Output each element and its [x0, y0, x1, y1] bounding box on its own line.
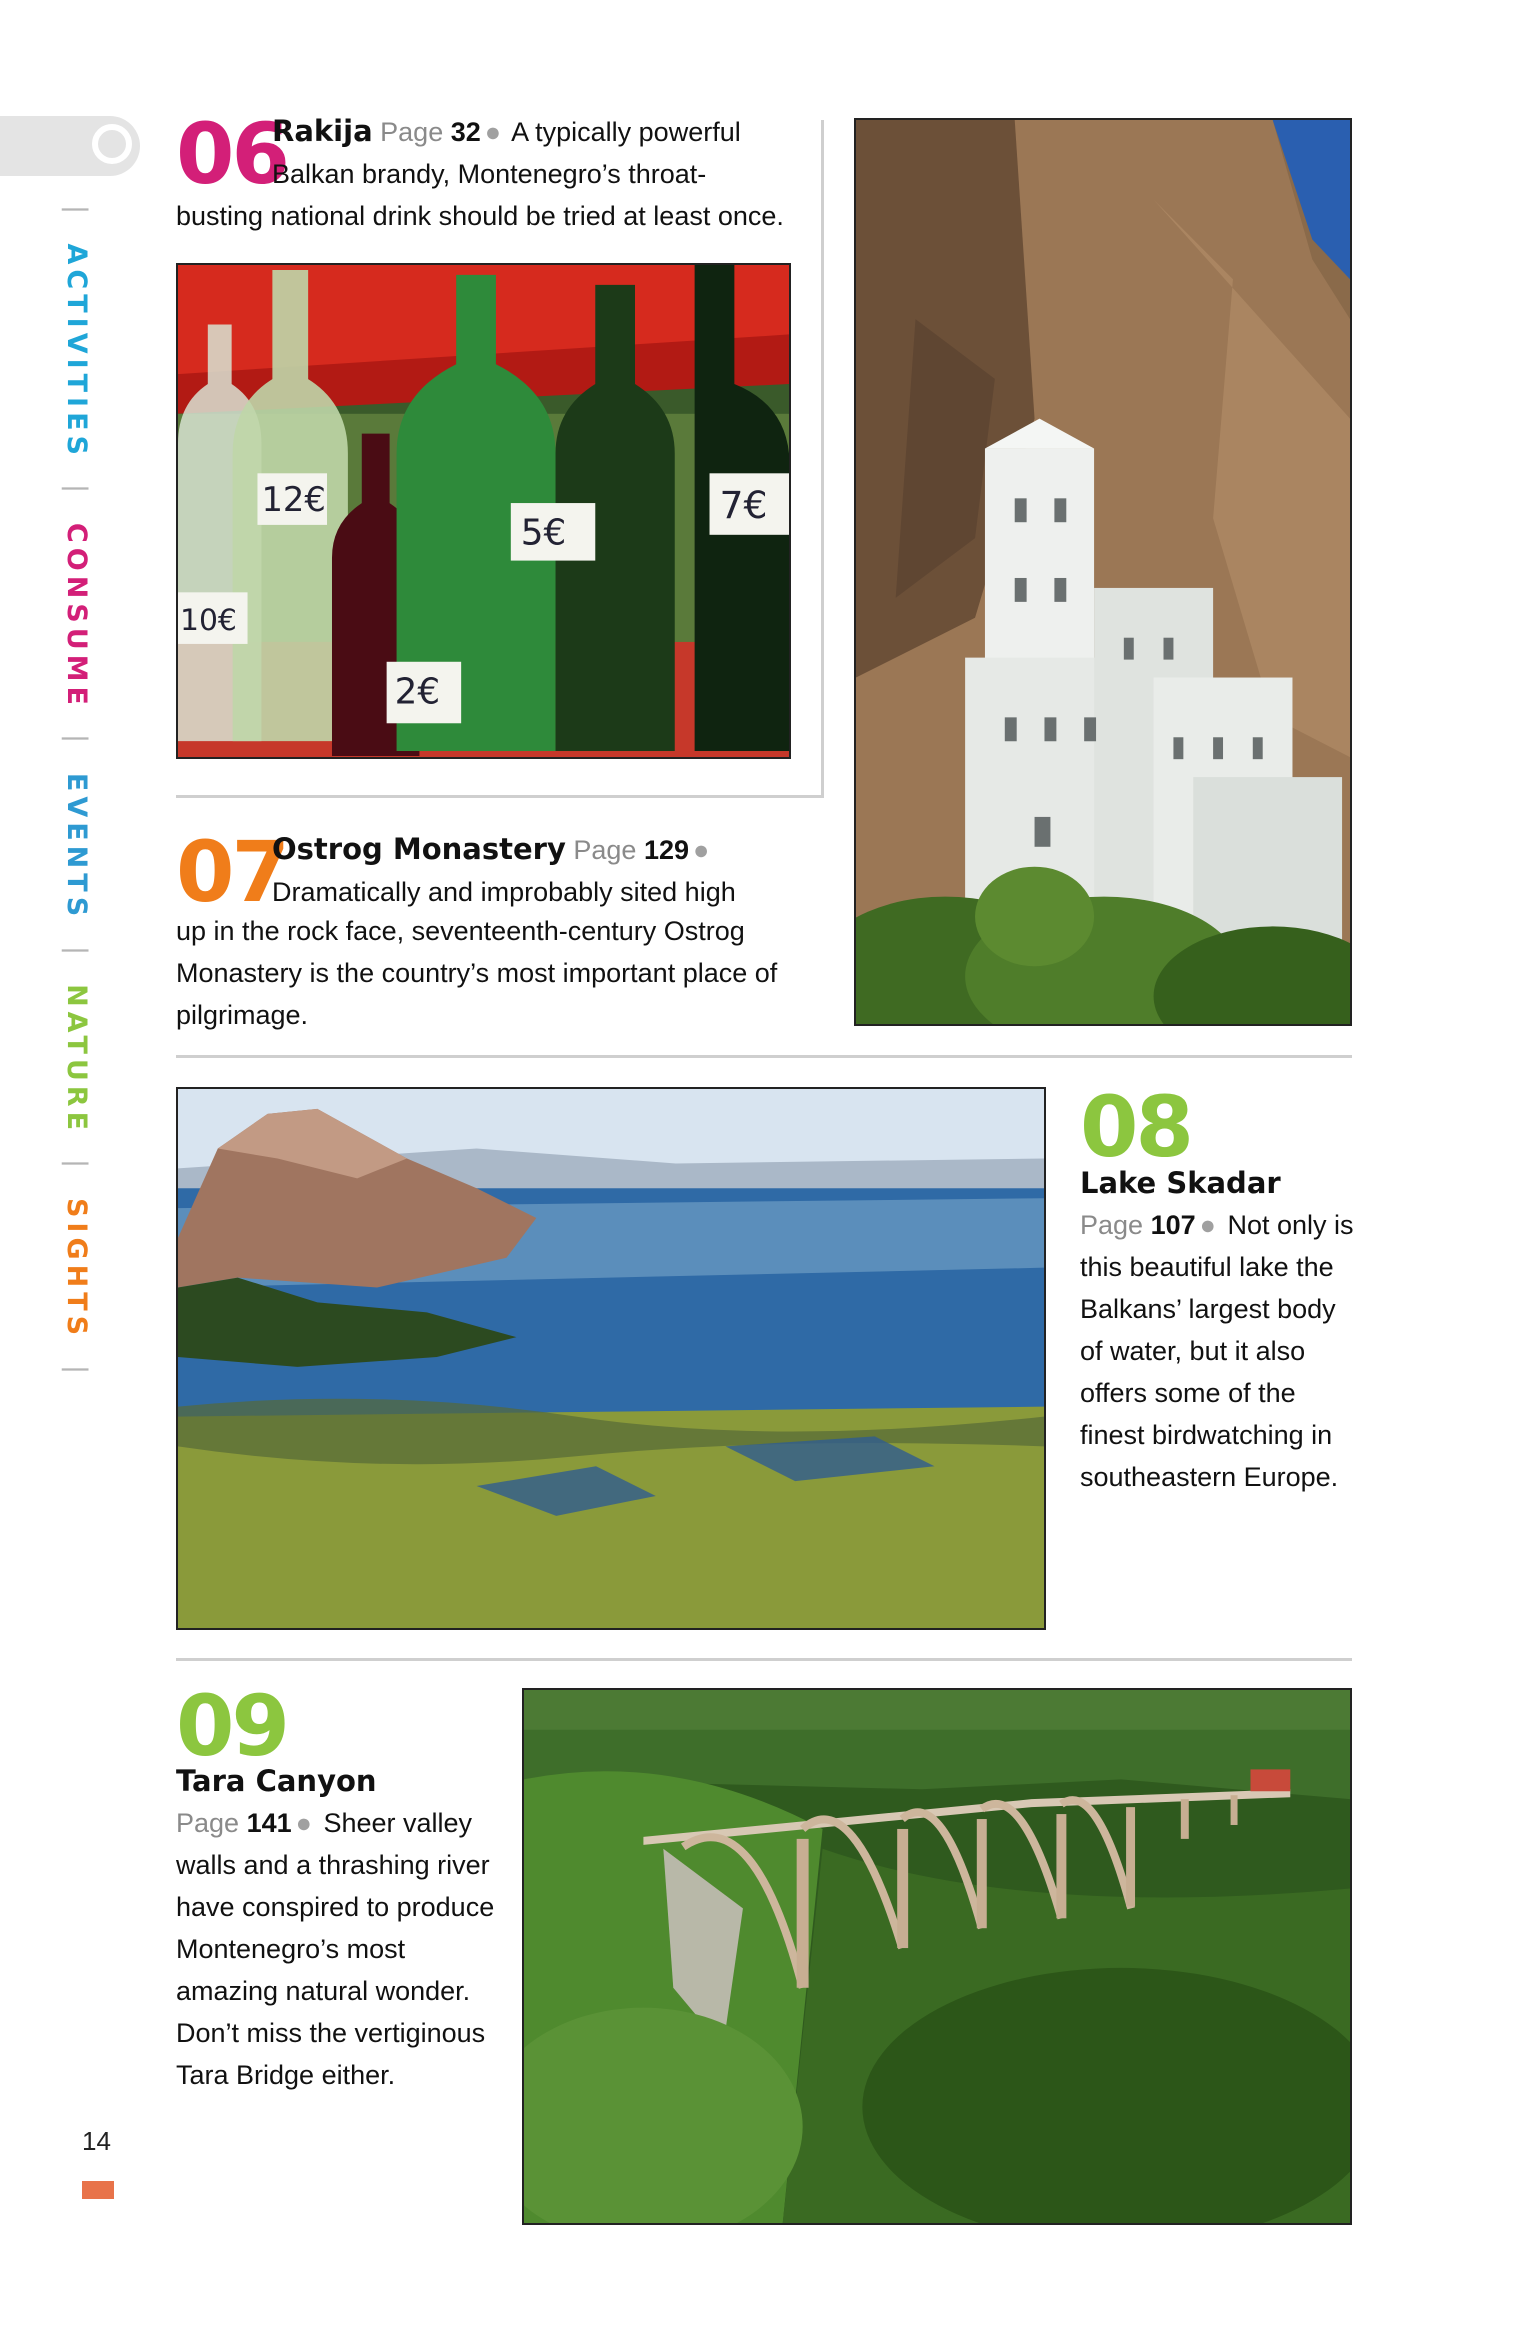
entry-desc-first: A typically powerful — [511, 117, 741, 147]
page-number: 14 — [82, 2126, 111, 2156]
divider — [176, 795, 824, 798]
nav-separator: | — [61, 205, 92, 220]
nav-item-consume[interactable]: CONSUME — [61, 522, 92, 710]
page-marker — [82, 2181, 114, 2199]
entry-07-desc: up in the rock face, seventeenth-century Ostrog Monastery is the country’s most important place of pilgrimage. — [176, 916, 778, 1030]
bullet-icon: ● — [295, 1808, 312, 1838]
page-ref: 32 — [450, 117, 481, 147]
page-label: Page — [176, 1808, 240, 1838]
price-label: 10€ — [179, 603, 237, 639]
nav-item-nature[interactable]: NATURE — [61, 984, 92, 1136]
entry-06-header — [272, 110, 792, 195]
entry-title: Tara Canyon — [176, 1764, 377, 1798]
entry-desc-rest: only is this beautiful lake the Balkans’ largest body of water, but it also offers some of the finest birdwatching in southeastern Europe. — [1080, 1210, 1354, 1492]
entry-desc-second: Dramatically and improbably sited high — [272, 877, 736, 907]
bullet-icon: ● — [693, 835, 710, 865]
entry-number-07: 07 — [176, 823, 287, 921]
page-label: Page — [573, 835, 637, 865]
nav-item-sights[interactable]: SIGHTS — [61, 1197, 92, 1341]
entry-desc-rest: walls and a thrashing river have conspired to produce Montenegro’s most amazing natural wonder. Don’t miss the vertiginous Tara Bridge either. — [176, 1850, 495, 2090]
divider — [176, 1055, 1352, 1058]
entry-title: Ostrog Monastery — [272, 832, 566, 866]
price-label: 12€ — [261, 480, 326, 519]
price-label: 7€ — [719, 482, 768, 527]
entry-desc-first: Not — [1227, 1210, 1270, 1240]
price-label: 5€ — [520, 512, 567, 554]
entry-number-06: 06 — [176, 105, 287, 203]
entry-08-desc — [1080, 1204, 1360, 1498]
page-ref: 107 — [1150, 1210, 1196, 1240]
ostrog-monastery-photo — [854, 118, 1352, 1026]
entry-title: Rakija — [272, 114, 373, 148]
entry-desc-second: Balkan brandy, Montenegro’s throat- — [272, 159, 707, 189]
divider — [176, 1658, 1352, 1661]
circle-marker-icon — [92, 124, 132, 164]
page-label: Page — [380, 117, 444, 147]
entry-06-desc: busting national drink should be tried at least once. — [176, 201, 784, 231]
nav-item-events[interactable]: EVENTS — [61, 772, 92, 922]
page-ref: 141 — [246, 1808, 292, 1838]
divider — [821, 120, 824, 798]
bullet-icon: ● — [484, 117, 502, 147]
rakija-bottles-photo — [176, 263, 791, 759]
entry-07-header — [272, 828, 792, 913]
lake-skadar-photo — [176, 1087, 1046, 1630]
entry-desc-first: Sheer valley — [323, 1808, 473, 1838]
nav-separator: | — [61, 1364, 92, 1379]
nav-separator: | — [61, 484, 92, 499]
nav-separator: | — [61, 734, 92, 749]
nav-item-activities[interactable]: ACTIVITIES — [61, 243, 92, 460]
bullet-icon: ● — [1199, 1210, 1216, 1240]
tara-canyon-photo — [522, 1688, 1352, 2225]
entry-09-desc — [176, 1802, 496, 2096]
page-label: Page — [1080, 1210, 1144, 1240]
nav-separator: | — [61, 1159, 92, 1174]
entry-number-08: 08 — [1080, 1078, 1191, 1176]
page-ref: 129 — [643, 835, 690, 865]
entry-number-09: 09 — [176, 1677, 287, 1775]
price-label: 2€ — [394, 671, 441, 713]
nav-separator: | — [61, 945, 92, 960]
section-nav — [63, 195, 90, 1389]
entry-title: Lake Skadar — [1080, 1166, 1281, 1200]
